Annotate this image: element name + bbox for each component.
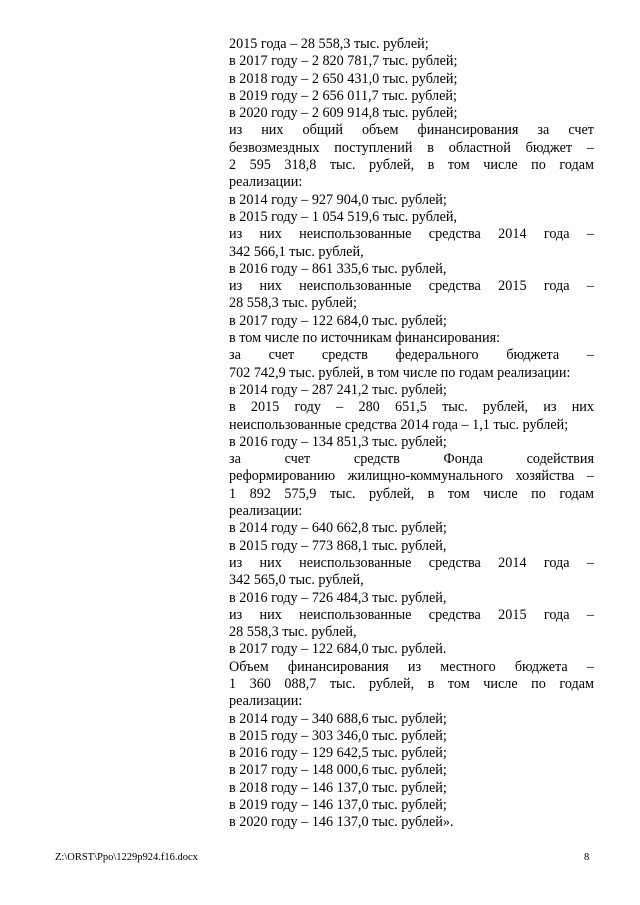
text-line: в 2015 году – 303 346,0 тыс. рублей; (229, 727, 447, 744)
footer-file-path: Z:\ORST\Ppo\1229p924.f16.docx (55, 852, 198, 863)
text-line: в 2017 году – 122 684,0 тыс. рублей. (229, 641, 447, 658)
text-line: в 2014 году – 927 904,0 тыс. рублей; (229, 191, 447, 208)
text-line: в 2014 году – 640 662,8 тыс. рублей; (229, 520, 447, 537)
text-line: реализации: (229, 503, 303, 520)
text-line: в 2016 году – 861 335,6 тыс. рублей, (229, 260, 447, 277)
text-line: из них неиспользованные средства 2014 года – (229, 226, 594, 243)
text-line: реформированию жилищно-коммунального хозяйства – (229, 468, 594, 485)
text-line: 28 558,3 тыс. рублей, (229, 624, 357, 641)
text-line: в 2019 году – 2 656 011,7 тыс. рублей; (229, 87, 457, 104)
text-line: в 2017 году – 148 000,6 тыс. рублей; (229, 762, 447, 779)
text-line: в 2020 году – 2 609 914,8 тыс. рублей; (229, 105, 458, 122)
text-line: реализации: (229, 693, 303, 710)
text-line: в том числе по источникам финансирования: (229, 330, 501, 347)
text-line: 28 558,3 тыс. рублей; (229, 295, 357, 312)
text-line: Объем финансирования из местного бюджета – (229, 658, 594, 675)
text-line: в 2020 году – 146 137,0 тыс. рублей». (229, 814, 454, 831)
text-line: из них неиспользованные средства 2014 года – (229, 554, 594, 571)
footer-page-number: 8 (584, 852, 590, 863)
text-line: из них неиспользованные средства 2015 года – (229, 278, 594, 295)
text-line: в 2015 году – 280 651,5 тыс. рублей, из них (229, 399, 594, 416)
text-line: в 2014 году – 287 241,2 тыс. рублей; (229, 381, 447, 398)
text-line: безвозмездных поступлений в областной бюджет – (229, 139, 594, 156)
text-line: 2015 года – 28 558,3 тыс. рублей; (229, 36, 429, 52)
text-line: в 2015 году – 1 054 519,6 тыс. рублей, (229, 208, 458, 225)
text-line: 2 595 318,8 тыс. рублей, в том числе по годам (229, 157, 594, 174)
text-line: в 2015 году – 773 868,1 тыс. рублей, (229, 537, 447, 554)
text-line: в 2018 году – 146 137,0 тыс. рублей; (229, 779, 447, 796)
text-line: 342 565,0 тыс. рублей, (229, 572, 364, 589)
text-line: в 2016 году – 129 642,5 тыс. рублей; (229, 745, 447, 762)
text-line: в 2017 году – 2 820 781,7 тыс. рублей; (229, 53, 458, 70)
text-line: неиспользованные средства 2014 года – 1,1 тыс. рублей; (229, 416, 569, 433)
text-line: в 2018 году – 2 650 431,0 тыс. рублей; (229, 70, 458, 87)
body-text (229, 36, 594, 832)
text-line: за счет средств Фонда содействия (229, 451, 594, 468)
text-line: в 2019 году – 146 137,0 тыс. рублей; (229, 797, 447, 814)
text-line: 342 566,1 тыс. рублей, (229, 243, 364, 260)
text-line: в 2016 году – 134 851,3 тыс. рублей; (229, 433, 447, 450)
text-line: 702 742,9 тыс. рублей, в том числе по годам реализации: (229, 364, 571, 381)
text-line: 1 360 088,7 тыс. рублей, в том числе по годам (229, 675, 594, 692)
text-line: из них неиспользованные средства 2015 года – (229, 606, 594, 623)
text-line: из них общий объем финансирования за счет (229, 122, 594, 139)
text-line: за счет средств федерального бюджета – (229, 347, 594, 364)
text-line: в 2016 году – 726 484,3 тыс. рублей, (229, 589, 447, 606)
text-line: 1 892 575,9 тыс. рублей, в том числе по годам (229, 485, 594, 502)
text-line: в 2017 году – 122 684,0 тыс. рублей; (229, 312, 447, 329)
text-line: в 2014 году – 340 688,6 тыс. рублей; (229, 710, 447, 727)
text-line: реализации: (229, 174, 303, 191)
